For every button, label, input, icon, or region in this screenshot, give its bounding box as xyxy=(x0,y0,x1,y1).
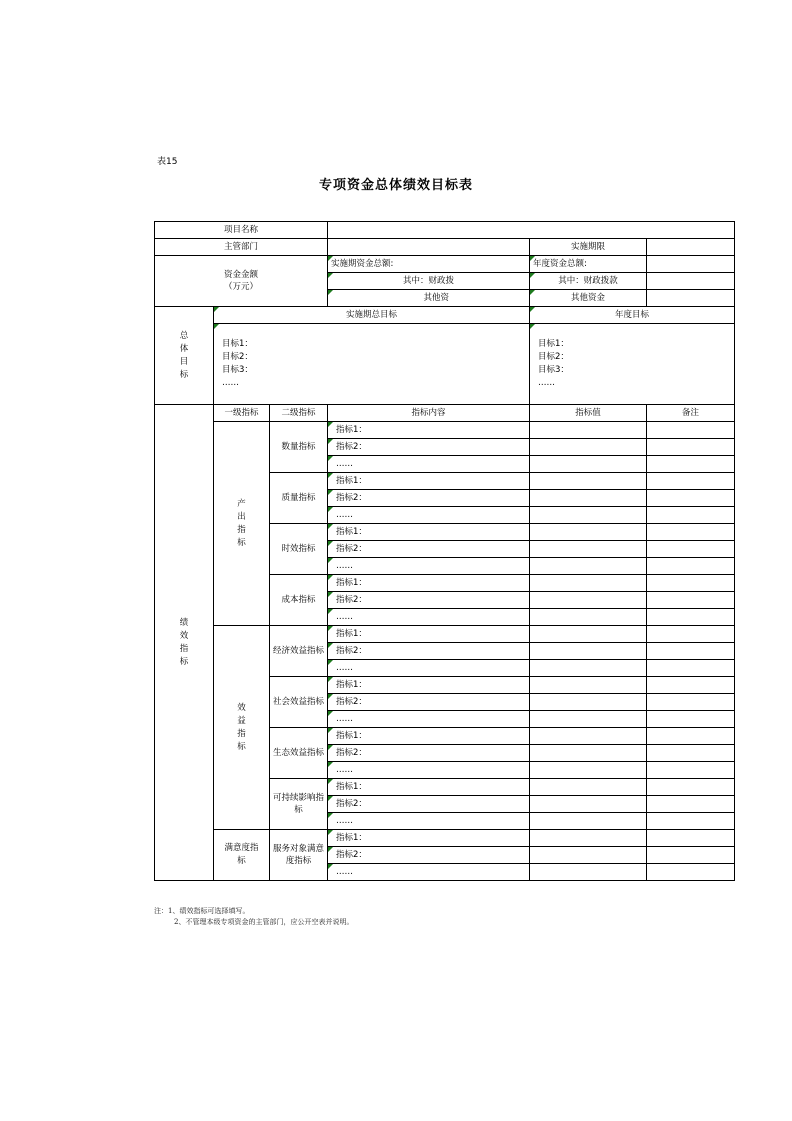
indicator-value[interactable] xyxy=(530,643,647,660)
indicator-content[interactable]: 指标1： xyxy=(328,677,530,694)
indicator-content[interactable]: 指标1： xyxy=(328,422,530,439)
level1-indicator xyxy=(214,422,270,626)
level1-char: 出 xyxy=(237,511,246,522)
indicator-content[interactable]: 指标2： xyxy=(328,745,530,762)
department-value[interactable] xyxy=(328,239,530,256)
year-other-label: 其他资金 xyxy=(530,290,647,307)
indicator-value[interactable] xyxy=(530,592,647,609)
indicator-value[interactable] xyxy=(530,558,647,575)
indicator-remark[interactable] xyxy=(647,609,735,626)
side-char: 标 xyxy=(179,656,189,667)
indicator-remark[interactable] xyxy=(647,592,735,609)
indicator-value[interactable] xyxy=(530,507,647,524)
level1-indicator xyxy=(214,830,270,881)
indicator-content[interactable]: 指标1： xyxy=(328,626,530,643)
page-title: 专项资金总体绩效目标表 xyxy=(318,178,473,193)
indicator-content[interactable]: …… xyxy=(328,456,530,473)
indicator-value[interactable] xyxy=(530,609,647,626)
indicator-content[interactable]: …… xyxy=(328,813,530,830)
period-total-label: 实施期资金总额: xyxy=(328,256,530,273)
period-other-label: 其他资 xyxy=(328,290,530,307)
indicator-remark[interactable] xyxy=(647,456,735,473)
indicator-content[interactable]: …… xyxy=(328,558,530,575)
side-char: 总 xyxy=(179,330,189,341)
table-number: 表15 xyxy=(157,157,178,167)
indicator-content[interactable]: 指标2： xyxy=(328,541,530,558)
indicator-content[interactable]: 指标2： xyxy=(328,439,530,456)
indicator-value[interactable] xyxy=(530,456,647,473)
indicator-remark[interactable] xyxy=(647,728,735,745)
indicator-content[interactable]: 指标2： xyxy=(328,694,530,711)
year-goal-3: 目标3： xyxy=(538,365,569,375)
level1-char: 产 xyxy=(237,498,246,509)
note-2: 2、不管理本级专项资金的主管部门，应公开空表并说明。 xyxy=(174,918,354,926)
indicator-remark[interactable] xyxy=(647,813,735,830)
level2-indicator: 成本指标 xyxy=(270,575,328,626)
indicator-remark[interactable] xyxy=(647,745,735,762)
level1-char: 满意度指 xyxy=(224,843,259,853)
notes xyxy=(154,906,353,928)
level2-indicator: 数量指标 xyxy=(270,422,328,473)
indicator-remark[interactable] xyxy=(647,439,735,456)
indicator-value[interactable] xyxy=(530,711,647,728)
value-header: 指标值 xyxy=(530,405,647,422)
indicator-value[interactable] xyxy=(530,779,647,796)
level2-indicator: 社会效益指标 xyxy=(270,677,328,728)
indicator-remark[interactable] xyxy=(647,762,735,779)
indicator-content[interactable]: 指标2： xyxy=(328,796,530,813)
indicator-value[interactable] xyxy=(530,830,647,847)
indicator-content[interactable]: 指标2： xyxy=(328,490,530,507)
indicator-content[interactable]: …… xyxy=(328,864,530,881)
indicator-remark[interactable] xyxy=(647,541,735,558)
indicator-content[interactable]: 指标1： xyxy=(328,473,530,490)
content-header: 指标内容 xyxy=(328,405,530,422)
year-goal-header: 年度目标 xyxy=(530,307,735,324)
indicator-content[interactable]: …… xyxy=(328,711,530,728)
indicator-remark[interactable] xyxy=(647,490,735,507)
period-goals-cell[interactable] xyxy=(214,324,530,405)
indicator-remark[interactable] xyxy=(647,626,735,643)
level2-indicator: 服务对象满意度指标 xyxy=(270,830,328,881)
overall-goal-side-label xyxy=(155,307,214,405)
period-goal-2: 目标2： xyxy=(222,352,253,362)
level2-header: 二级指标 xyxy=(270,405,328,422)
year-total-value[interactable] xyxy=(647,256,735,273)
level1-char: 标 xyxy=(237,537,246,548)
indicator-remark[interactable] xyxy=(647,677,735,694)
period-value[interactable] xyxy=(647,239,735,256)
period-goal-1: 目标1： xyxy=(222,339,253,349)
year-fiscal-label: 其中：财政拨款 xyxy=(530,273,647,290)
project-name-label: 项目名称 xyxy=(155,222,328,239)
indicator-value[interactable] xyxy=(530,762,647,779)
department-label: 主管部门 xyxy=(155,239,328,256)
period-goal-3: 目标3： xyxy=(222,365,253,375)
indicator-value[interactable] xyxy=(530,847,647,864)
indicator-value[interactable] xyxy=(530,473,647,490)
indicator-row xyxy=(155,830,735,847)
side-char: 绩 xyxy=(179,617,189,628)
indicator-content[interactable]: 指标1： xyxy=(328,728,530,745)
side-char: 指 xyxy=(179,643,189,654)
indicator-remark[interactable] xyxy=(647,575,735,592)
period-goal-header: 实施期总目标 xyxy=(214,307,530,324)
indicator-content[interactable]: 指标1： xyxy=(328,575,530,592)
level1-char: 标 xyxy=(237,856,246,866)
indicator-remark[interactable] xyxy=(647,779,735,796)
performance-side-label xyxy=(155,405,214,881)
indicator-content[interactable]: 指标2： xyxy=(328,592,530,609)
remark-header: 备注 xyxy=(647,405,735,422)
level1-char: 标 xyxy=(237,741,246,752)
level1-char: 益 xyxy=(237,715,246,726)
indicator-value[interactable] xyxy=(530,864,647,881)
level1-char: 效 xyxy=(237,702,246,713)
year-goal-1: 目标1： xyxy=(538,339,569,349)
indicator-value[interactable] xyxy=(530,524,647,541)
indicator-remark[interactable] xyxy=(647,507,735,524)
indicator-value[interactable] xyxy=(530,796,647,813)
indicator-remark[interactable] xyxy=(647,847,735,864)
indicator-remark[interactable] xyxy=(647,422,735,439)
indicator-value[interactable] xyxy=(530,490,647,507)
indicator-value[interactable] xyxy=(530,728,647,745)
indicator-content[interactable]: 指标1： xyxy=(328,779,530,796)
indicator-content[interactable]: 指标2： xyxy=(328,643,530,660)
side-char: 目 xyxy=(179,356,189,367)
year-fiscal-value[interactable] xyxy=(647,273,735,290)
indicator-remark[interactable] xyxy=(647,830,735,847)
indicator-content[interactable]: …… xyxy=(328,609,530,626)
indicator-row xyxy=(155,422,735,439)
indicator-remark[interactable] xyxy=(647,711,735,728)
level1-char: 指 xyxy=(237,728,246,739)
indicator-value[interactable] xyxy=(530,745,647,762)
indicator-value[interactable] xyxy=(530,575,647,592)
indicator-remark[interactable] xyxy=(647,694,735,711)
year-goals-cell[interactable] xyxy=(530,324,735,405)
indicator-remark[interactable] xyxy=(647,524,735,541)
level1-indicator xyxy=(214,626,270,830)
indicator-value[interactable] xyxy=(530,660,647,677)
indicator-content[interactable]: 指标1： xyxy=(328,830,530,847)
indicator-content[interactable]: 指标1： xyxy=(328,524,530,541)
note-1: 注：1、绩效指标可选择填写。 xyxy=(154,907,250,915)
level2-indicator: 可持续影响指标 xyxy=(270,779,328,830)
indicator-value[interactable] xyxy=(530,422,647,439)
period-fiscal-label: 其中：财政拨 xyxy=(328,273,530,290)
indicator-value[interactable] xyxy=(530,694,647,711)
indicator-value[interactable] xyxy=(530,626,647,643)
level1-char: 指 xyxy=(237,524,246,535)
funds-label-line2: （万元） xyxy=(223,282,258,292)
indicator-content[interactable]: …… xyxy=(328,660,530,677)
level1-header: 一级指标 xyxy=(214,405,270,422)
side-char: 标 xyxy=(179,369,189,380)
level2-indicator: 质量指标 xyxy=(270,473,328,524)
performance-goal-table xyxy=(154,221,735,881)
indicator-content[interactable]: …… xyxy=(328,507,530,524)
indicator-row xyxy=(155,626,735,643)
indicator-content[interactable]: …… xyxy=(328,762,530,779)
indicator-remark[interactable] xyxy=(647,796,735,813)
level2-indicator: 时效指标 xyxy=(270,524,328,575)
project-name-value[interactable] xyxy=(328,222,735,239)
funds-label-line1: 资金金额 xyxy=(223,270,258,280)
period-label: 实施期限 xyxy=(530,239,647,256)
level2-indicator: 生态效益指标 xyxy=(270,728,328,779)
indicator-remark[interactable] xyxy=(647,643,735,660)
indicator-value[interactable] xyxy=(530,439,647,456)
year-goal-more: …… xyxy=(538,378,555,388)
period-goal-more: …… xyxy=(222,378,239,388)
indicator-remark[interactable] xyxy=(647,864,735,881)
indicator-value[interactable] xyxy=(530,541,647,558)
indicator-remark[interactable] xyxy=(647,660,735,677)
funds-label xyxy=(155,256,328,307)
indicator-content[interactable]: 指标2： xyxy=(328,847,530,864)
indicator-remark[interactable] xyxy=(647,473,735,490)
year-other-value[interactable] xyxy=(647,290,735,307)
level2-indicator: 经济效益指标 xyxy=(270,626,328,677)
year-goal-2: 目标2： xyxy=(538,352,569,362)
indicator-value[interactable] xyxy=(530,677,647,694)
side-char: 体 xyxy=(179,343,189,354)
indicator-remark[interactable] xyxy=(647,558,735,575)
year-total-label: 年度资金总额: xyxy=(530,256,647,273)
indicator-value[interactable] xyxy=(530,813,647,830)
side-char: 效 xyxy=(179,630,189,641)
